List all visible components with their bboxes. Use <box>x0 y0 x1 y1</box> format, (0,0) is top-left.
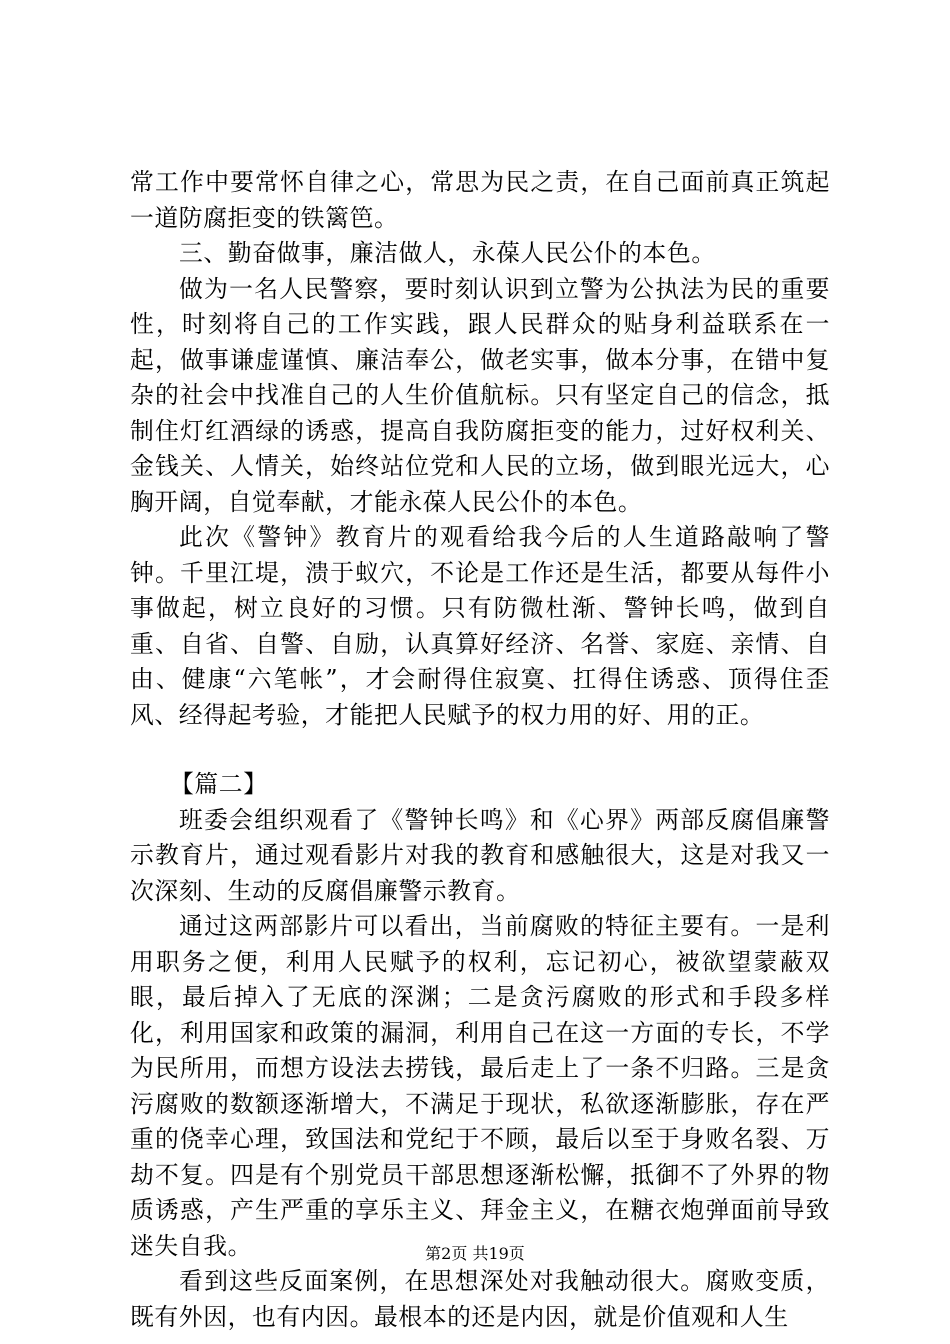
section-paragraph-3: 看到这些反面案例，在思想深处对我触动很大。腐败变质，既有外因，也有内因。最根本的还是内因，就是价值观和人生 <box>130 1267 830 1331</box>
page-footer: 第2页 共19页 <box>425 1244 525 1263</box>
paragraph-1: 常工作中要常怀自律之心，常思为民之责，在自己面前真正筑起一道防腐拒变的铁篱笆。 <box>130 168 830 232</box>
section-paragraph-2: 通过这两部影片可以看出，当前腐败的特征主要有。一是利用职务之便，利用人民赋予的权利，忘记初心，被欲望蒙蔽双眼，最后掉入了无底的深渊；二是贪污腐败的形式和手段多样化，利用国家和政策的漏洞，利用自己在这一方面的专长，不学为民所用，而想方设法去捞钱，最后走上了一条不归路。三是贪污腐败的数额逐渐增大，不满足于现状，私欲逐渐膨胀，存在严重的侥幸心理，致国法和党纪于不顾，最后以至于身败名裂、万劫不复。四是有个别党员干部思想逐渐松懈，抵御不了外界的物质诱惑，产生严重的享乐主义、拜金主义，在糖衣炮弹面前导致迷失自我。 <box>130 912 830 1260</box>
section-paragraph-1: 班委会组织观看了《警钟长鸣》和《心界》两部反腐倡廉警示教育片，通过观看影片对我的教育和感触很大，这是对我又一次深刻、生动的反腐倡廉警示教育。 <box>130 805 830 905</box>
paragraph-2: 三、勤奋做事，廉洁做人，永葆人民公仆的本色。 <box>179 239 716 267</box>
paragraph-3: 做为一名人民警察，要时刻认识到立警为公执法为民的重要性，时刻将自己的工作实践，跟人民群众的贴身利益联系在一起，做事谦虚谨慎、廉洁奉公，做老实事，做本分事，在错中复杂的社会中找准自己的人生价值航标。只有坚定自己的信念，抵制住灯红酒绿的诱惑，提高自我防腐拒变的能力，过好权利关、金钱关、人情关，始终站位党和人民的立场，做到眼光远大，心胸开阔，自觉奉献，才能永葆人民公仆的本色。 <box>130 274 830 516</box>
document-body <box>130 165 830 1335</box>
paragraph-4: 此次《警钟》教育片的观看给我今后的人生道路敲响了警钟。千里江堤，溃于蚁穴，不论是工作还是生活，都要从每件小事做起，树立良好的习惯。只有防微杜渐、警钟长鸣，做到自重、自省、自警、自励，认真算好经济、名誉、家庭、亲情、自由、健康“六笔帐”，才会耐得住寂寞、扛得住诱惑、顶得住歪风、经得起考验，才能把人民赋予的权力用的好、用的正。 <box>130 523 830 729</box>
section-heading: 【篇二】 <box>170 770 268 798</box>
section-gap <box>130 733 830 767</box>
